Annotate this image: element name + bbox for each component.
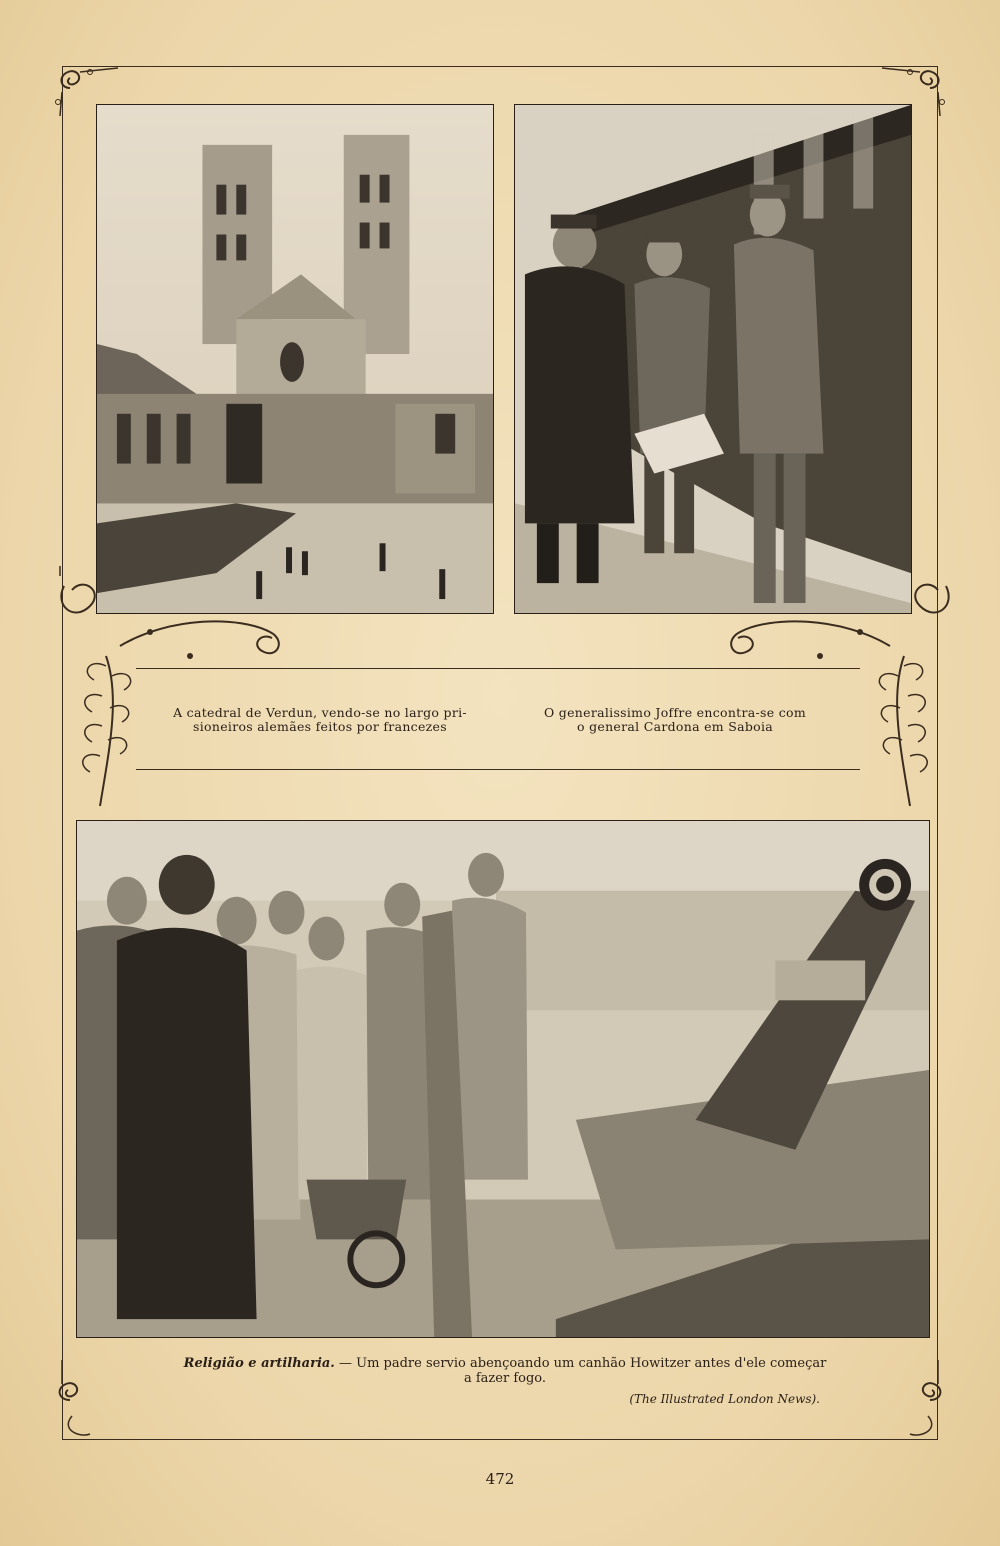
howitzer-caption-title: Religião e artilharia. xyxy=(183,1356,335,1371)
cathedral-caption xyxy=(150,706,490,734)
cathedral-caption-line-2: sioneiros alemães feitos por francezes xyxy=(193,719,447,734)
photo-credit: (The Illustrated London News). xyxy=(629,1392,820,1406)
cathedral-caption-line-1: A catedral de Verdun, vendo-se no largo pri- xyxy=(173,705,467,720)
joffre-caption xyxy=(510,706,840,734)
howitzer-caption-line-2: a fazer fogo. xyxy=(463,1371,547,1386)
joffre-caption-line-1: O generalissimo Joffre encontra-se com xyxy=(543,705,807,720)
corner-ornament-bottom-right xyxy=(890,1360,950,1440)
joffre-caption-line-2: o general Cardona em Saboia xyxy=(576,719,774,734)
page-number: 472 xyxy=(485,1470,515,1488)
corner-ornament-bottom-left xyxy=(50,1360,110,1440)
howitzer-caption xyxy=(160,1356,850,1386)
joffre-cardona-photo xyxy=(514,104,912,614)
howitzer-photo xyxy=(76,820,930,1338)
howitzer-caption-text: — Um padre servio abençoando um canhão Howitzer antes d'ele começar xyxy=(334,1356,827,1371)
cathedral-photo xyxy=(96,104,494,614)
howitzer-caption-line-1 xyxy=(160,1356,850,1371)
